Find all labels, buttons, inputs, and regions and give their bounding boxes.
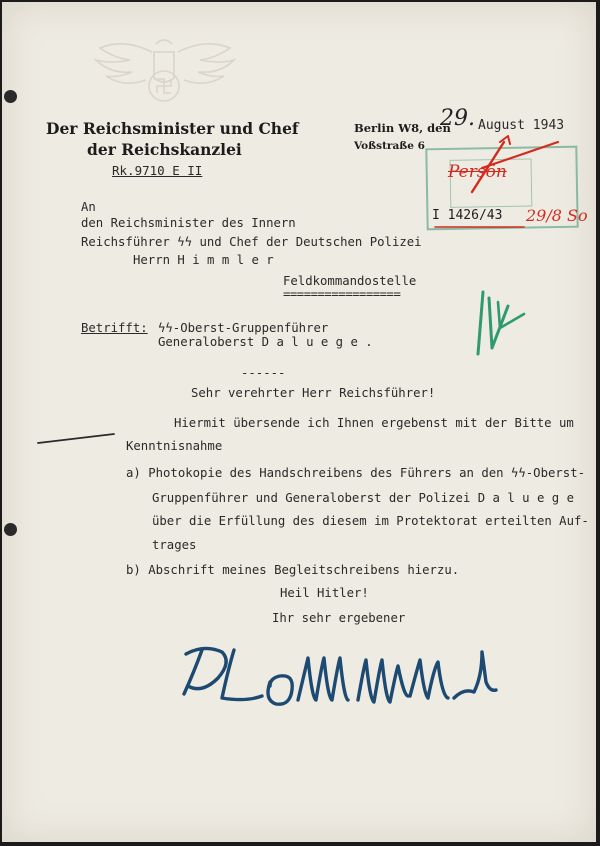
body-line-5: über die Erfüllung des diesem im Protektorat erteilten Auf- — [152, 514, 589, 528]
body-separator: ------ — [241, 366, 286, 380]
salutation: Sehr verehrter Herr Reichsführer! — [191, 386, 436, 400]
stamp-number: I 1426/43 — [432, 208, 503, 223]
date-month-year: August 1943 — [478, 118, 565, 133]
letterhead-title-line2: der Reichskanzlei — [87, 140, 242, 159]
subject-label: Betrifft: — [81, 321, 148, 335]
body-line-6: trages — [152, 538, 197, 552]
closing-greeting: Heil Hitler! — [280, 586, 369, 600]
body-line-7: b) Abschrift meines Begleitschreibens hierzu. — [126, 563, 460, 577]
recipient-line-1: An — [81, 200, 96, 214]
letterhead-title-line1: Der Reichsminister und Chef — [46, 119, 299, 138]
letterhead-address: Voßstraße 6 — [354, 140, 425, 152]
recipient-line-4: Herrn H i m m l e r — [133, 253, 274, 267]
letterhead-place: Berlin W8, den — [354, 121, 451, 135]
body-line-2: Kenntnisnahme — [126, 439, 223, 453]
subject-line-2: Generaloberst D a l u e g e . — [158, 335, 373, 349]
body-line-3: a) Photokopie des Handschreibens des Führers an den ϟϟ-Oberst- — [126, 466, 586, 480]
closing-signoff: Ihr sehr ergebener — [272, 611, 406, 625]
signature-icon — [184, 648, 496, 704]
recipient-line-5: Feldkommandostelle — [283, 274, 417, 288]
stamp-handwritten-word: Persön — [448, 162, 507, 182]
body-line-4: Gruppenführer und Generaloberst der Polizei D a l u e g e — [152, 491, 574, 505]
document-page — [2, 2, 596, 842]
recipient-underline: ================= — [283, 287, 401, 301]
recipient-line-2: den Reichsminister des Innern — [81, 216, 296, 230]
subject-line-1: ϟϟ-Oberst-Gruppenführer — [158, 321, 329, 335]
date-day: 29. — [440, 106, 475, 131]
recipient-line-3: Reichsführer ϟϟ und Chef der Deutschen Polizei — [81, 235, 422, 249]
stamp-annotation: 29/8 So — [526, 206, 588, 225]
reference-number: Rk.9710 E II — [112, 163, 203, 178]
body-line-1: Hiermit übersende ich Ihnen ergebenst mit der Bitte um — [174, 416, 574, 430]
